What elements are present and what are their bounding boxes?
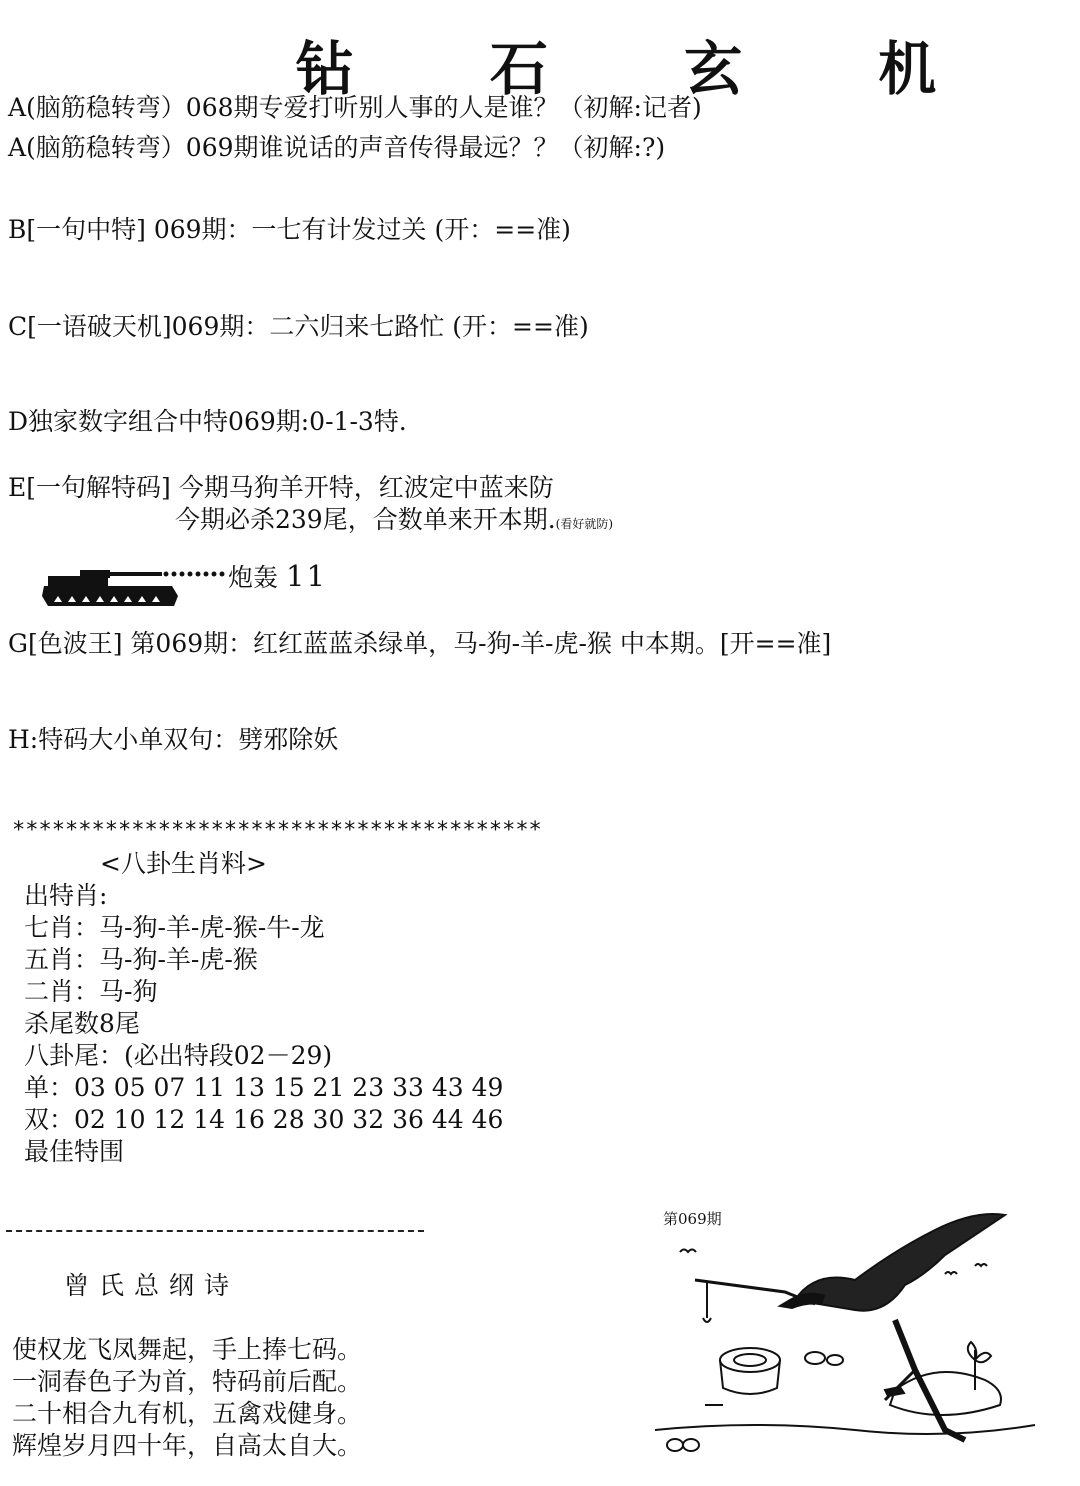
line-e2 <box>175 500 613 536</box>
line-b: B[一句中特] 069期：一七有计发过关 (开：==准) <box>8 215 571 244</box>
bagua-item: 最佳特围 <box>24 1137 125 1166</box>
bagua-item: 五肖：马-狗-羊-虎-猴 <box>24 945 258 974</box>
line-c: C[一语破天机]069期：二六归来七路忙 (开：==准) <box>8 312 589 341</box>
tank-icon <box>40 562 230 612</box>
period-label: 第069期 <box>663 1210 722 1228</box>
bagua-item: 杀尾数8尾 <box>24 1009 140 1038</box>
line-e2-text: 今期必杀239尾，合数单来开本期. <box>175 505 556 534</box>
poem-line: 一洞春色子为首，特码前后配。 <box>12 1367 363 1396</box>
bagua-title: <八卦生肖料> <box>100 849 267 878</box>
line-a-068: A(脑筋稳转弯）068期专爱打听别人事的人是谁？（初解:记者) <box>8 93 702 122</box>
line-e1: E[一句解特码] 今期马狗羊开特，红波定中蓝来防 <box>8 473 554 502</box>
bagua-item: 八卦尾：(必出特段02－29) <box>24 1041 333 1070</box>
bagua-item: 单：03 05 07 11 13 15 21 23 33 43 49 <box>24 1073 504 1102</box>
bagua-item: 二肖：马-狗 <box>24 977 158 1006</box>
tank-caption <box>228 558 327 594</box>
bagua-item: 双：02 10 12 14 16 28 30 32 36 44 46 <box>24 1105 504 1134</box>
poem-line: 二十相合九有机，五禽戏健身。 <box>12 1399 363 1428</box>
line-e2-note: (看好就防) <box>555 517 614 531</box>
line-g: G[色波王] 第069期：红红蓝蓝杀绿单，马-狗-羊-虎-猴 中本期。[开==准] <box>8 629 832 658</box>
line-d: D独家数字组合中特069期:0-1-3特. <box>8 407 407 436</box>
line-h: H:特码大小单双句：劈邪除妖 <box>8 725 339 754</box>
bagua-item: 出特肖: <box>24 881 108 910</box>
poem-title: 曾氏总纲诗 <box>64 1271 240 1300</box>
poem-line: 使权龙飞凤舞起，手上捧七码。 <box>12 1335 363 1364</box>
line-a-069: A(脑筋稳转弯）069期谁说话的声音传得最远？？（初解:?) <box>8 133 666 162</box>
dashed-divider <box>6 1230 424 1232</box>
tank-label: 炮轰 <box>228 563 279 592</box>
page-title: 钻 石 玄 机 <box>295 35 995 103</box>
star-divider: **************************************** <box>12 818 542 843</box>
poem-line: 辉煌岁月四十年，自高太自大。 <box>12 1431 363 1460</box>
bagua-item: 七肖：马-狗-羊-虎-猴-牛-龙 <box>24 913 325 942</box>
tank-number: 11 <box>286 559 327 593</box>
pheasant-illustration-icon <box>645 1200 1045 1460</box>
